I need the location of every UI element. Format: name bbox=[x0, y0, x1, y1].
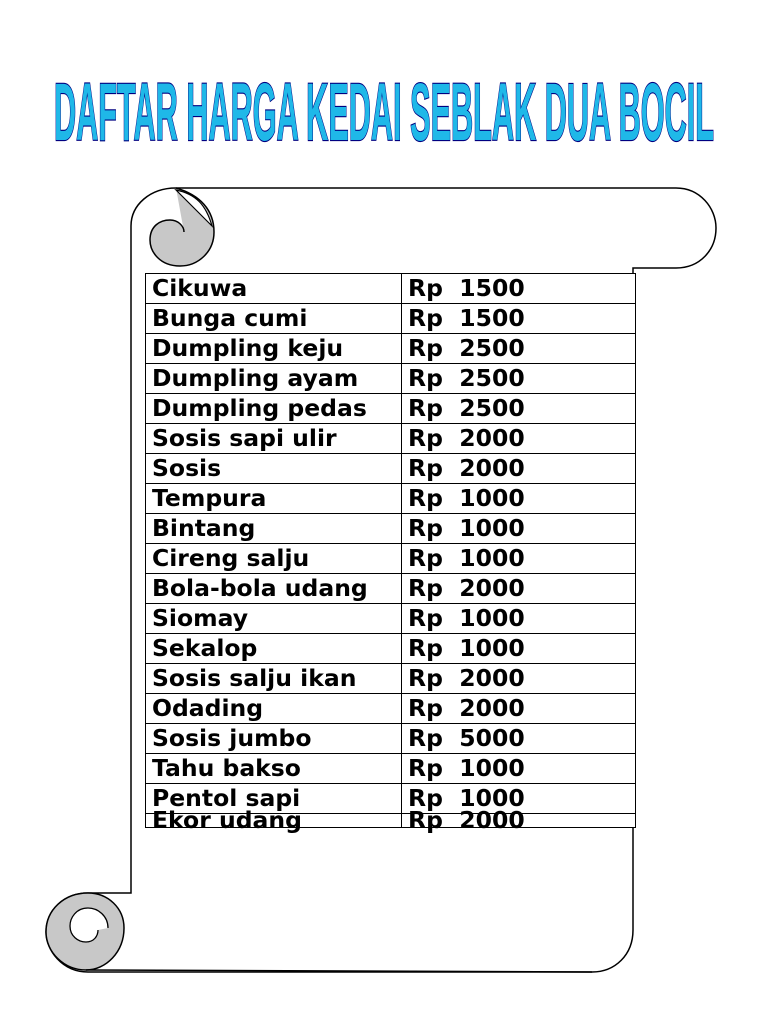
table-row bbox=[146, 364, 636, 394]
item-name: Cikuwa bbox=[146, 274, 402, 304]
item-price: Rp 2000 bbox=[402, 814, 636, 828]
item-price: Rp 1000 bbox=[402, 484, 636, 514]
table-row bbox=[146, 544, 636, 574]
item-price: Rp 1000 bbox=[402, 514, 636, 544]
page-title: DAFTAR HARGA KEDAI SEBLAK DUA BOCIL bbox=[54, 67, 714, 158]
item-price: Rp 2000 bbox=[402, 664, 636, 694]
table-row bbox=[146, 664, 636, 694]
item-price: Rp 1000 bbox=[402, 634, 636, 664]
item-price: Rp 1000 bbox=[402, 604, 636, 634]
table-row bbox=[146, 604, 636, 634]
item-price: Rp 1500 bbox=[402, 274, 636, 304]
table-row bbox=[146, 724, 636, 754]
item-name: Sekalop bbox=[146, 634, 402, 664]
table-row bbox=[146, 394, 636, 424]
table-row bbox=[146, 334, 636, 364]
item-price: Rp 2500 bbox=[402, 334, 636, 364]
item-name: Bola-bola udang bbox=[146, 574, 402, 604]
item-name: Pentol sapi bbox=[146, 784, 402, 814]
item-name: Cireng salju bbox=[146, 544, 402, 574]
item-name: Dumpling keju bbox=[146, 334, 402, 364]
item-name: Sosis bbox=[146, 454, 402, 484]
item-name: Odading bbox=[146, 694, 402, 724]
table-row bbox=[146, 484, 636, 514]
item-name: Dumpling pedas bbox=[146, 394, 402, 424]
table-row bbox=[146, 574, 636, 604]
table-row bbox=[146, 814, 636, 828]
table-row bbox=[146, 514, 636, 544]
item-name: Sosis sapi ulir bbox=[146, 424, 402, 454]
item-price: Rp 2000 bbox=[402, 574, 636, 604]
item-price: Rp 1000 bbox=[402, 784, 636, 814]
table-row bbox=[146, 424, 636, 454]
table-row bbox=[146, 754, 636, 784]
item-price: Rp 2000 bbox=[402, 454, 636, 484]
price-table bbox=[145, 273, 636, 834]
table-row bbox=[146, 274, 636, 304]
item-name: Tahu bakso bbox=[146, 754, 402, 784]
item-price: Rp 2500 bbox=[402, 394, 636, 424]
item-price: Rp 1000 bbox=[402, 544, 636, 574]
table-row bbox=[146, 454, 636, 484]
item-price: Rp 2500 bbox=[402, 364, 636, 394]
table-row bbox=[146, 304, 636, 334]
item-name: Bintang bbox=[146, 514, 402, 544]
item-name: Dumpling ayam bbox=[146, 364, 402, 394]
item-price: Rp 1000 bbox=[402, 754, 636, 784]
item-name: Sosis salju ikan bbox=[146, 664, 402, 694]
table-row bbox=[146, 694, 636, 724]
item-price: Rp 1500 bbox=[402, 304, 636, 334]
item-name: Bunga cumi bbox=[146, 304, 402, 334]
item-price: Rp 5000 bbox=[402, 724, 636, 754]
item-price: Rp 2000 bbox=[402, 424, 636, 454]
item-price: Rp 2000 bbox=[402, 694, 636, 724]
item-name: Ekor udang bbox=[146, 814, 402, 828]
item-name: Siomay bbox=[146, 604, 402, 634]
item-name: Tempura bbox=[146, 484, 402, 514]
table-row bbox=[146, 634, 636, 664]
item-name: Sosis jumbo bbox=[146, 724, 402, 754]
